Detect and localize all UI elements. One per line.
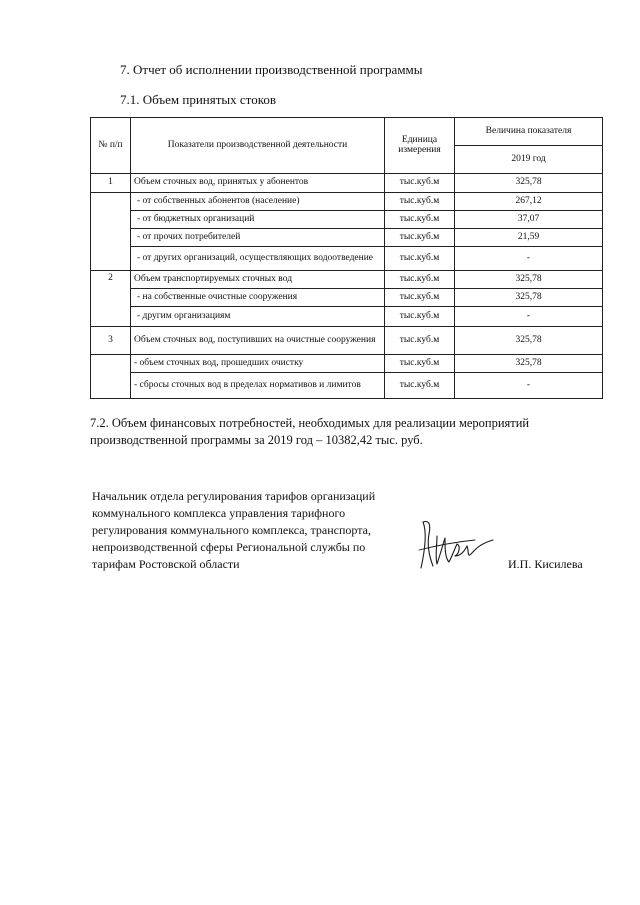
row-unit: тыс.куб.м bbox=[385, 211, 455, 229]
row-value: - bbox=[455, 373, 603, 399]
row-unit: тыс.куб.м bbox=[385, 373, 455, 399]
financial-needs-paragraph bbox=[90, 415, 602, 449]
financial-line-2: производственной программы за 2019 год – 10382,42 тыс. руб. bbox=[90, 433, 423, 447]
row-num-empty bbox=[91, 355, 131, 399]
row-unit: тыс.куб.м bbox=[385, 271, 455, 289]
row-indicator: Объем сточных вод, принятых у абонентов bbox=[131, 174, 385, 193]
table-row bbox=[91, 229, 603, 247]
header-num: № п/п bbox=[91, 118, 131, 174]
header-indicator: Показатели производственной деятельности bbox=[131, 118, 385, 174]
row-indicator: Объем транспортируемых сточных вод bbox=[131, 271, 385, 289]
row-indicator: - объем сточных вод, прошедших очистку bbox=[131, 355, 385, 373]
row-num: 2 bbox=[91, 271, 131, 327]
row-unit: тыс.куб.м bbox=[385, 355, 455, 373]
signer-name: И.П. Кисилева bbox=[508, 557, 583, 571]
row-indicator: - сбросы сточных вод в пределах нормативов и лимитов bbox=[131, 373, 385, 399]
position-line: непроизводственной сферы Региональной службы по bbox=[92, 540, 366, 554]
row-value: 325,78 bbox=[455, 327, 603, 355]
position-line: Начальник отдела регулирования тарифов организаций bbox=[92, 489, 376, 503]
table-row bbox=[91, 247, 603, 271]
row-num: 3 bbox=[91, 327, 131, 355]
row-indicator: - от прочих потребителей bbox=[131, 229, 385, 247]
financial-line-1: 7.2. Объем финансовых потребностей, необходимых для реализации мероприятий bbox=[90, 416, 530, 430]
stoki-table bbox=[90, 117, 603, 399]
section-title: 7. Отчет об исполнении производственной программы bbox=[120, 62, 423, 77]
row-unit: тыс.куб.м bbox=[385, 247, 455, 271]
table-row bbox=[91, 271, 603, 289]
row-num-empty bbox=[91, 193, 131, 271]
header-value: Величина показателя bbox=[455, 118, 603, 146]
row-unit: тыс.куб.м bbox=[385, 307, 455, 327]
row-unit: тыс.куб.м bbox=[385, 193, 455, 211]
row-value: 325,78 bbox=[455, 289, 603, 307]
row-value: - bbox=[455, 307, 603, 327]
row-value: 325,78 bbox=[455, 174, 603, 193]
position-line: тарифам Ростовской области bbox=[92, 557, 240, 571]
subsection-title: 7.1. Объем принятых стоков bbox=[120, 92, 276, 107]
row-indicator: - другим организациям bbox=[131, 307, 385, 327]
table-row bbox=[91, 307, 603, 327]
signature-position bbox=[92, 488, 412, 573]
row-value: 325,78 bbox=[455, 271, 603, 289]
row-indicator: Объем сточных вод, поступивших на очистные сооружения bbox=[131, 327, 385, 355]
row-num: 1 bbox=[91, 174, 131, 193]
row-indicator: - от бюджетных организаций bbox=[131, 211, 385, 229]
row-unit: тыс.куб.м bbox=[385, 229, 455, 247]
row-unit: тыс.куб.м bbox=[385, 327, 455, 355]
row-value: - bbox=[455, 247, 603, 271]
table-row bbox=[91, 289, 603, 307]
table-row bbox=[91, 327, 603, 355]
header-year: 2019 год bbox=[455, 146, 603, 174]
row-value: 21,59 bbox=[455, 229, 603, 247]
row-indicator: - на собственные очистные сооружения bbox=[131, 289, 385, 307]
handwritten-signature bbox=[415, 510, 497, 576]
table-row bbox=[91, 373, 603, 399]
row-unit: тыс.куб.м bbox=[385, 289, 455, 307]
table-row bbox=[91, 174, 603, 193]
row-value: 325,78 bbox=[455, 355, 603, 373]
position-line: коммунального комплекса управления тарифного bbox=[92, 506, 346, 520]
position-line: регулирования коммунального комплекса, транспорта, bbox=[92, 523, 371, 537]
row-unit: тыс.куб.м bbox=[385, 174, 455, 193]
row-indicator: - от собственных абонентов (население) bbox=[131, 193, 385, 211]
table-row bbox=[91, 193, 603, 211]
table-row bbox=[91, 355, 603, 373]
table-row bbox=[91, 211, 603, 229]
row-value: 267,12 bbox=[455, 193, 603, 211]
header-unit: Единица измерения bbox=[385, 118, 455, 174]
row-value: 37,07 bbox=[455, 211, 603, 229]
row-indicator: - от других организаций, осуществляющих водоотведение bbox=[131, 247, 385, 271]
